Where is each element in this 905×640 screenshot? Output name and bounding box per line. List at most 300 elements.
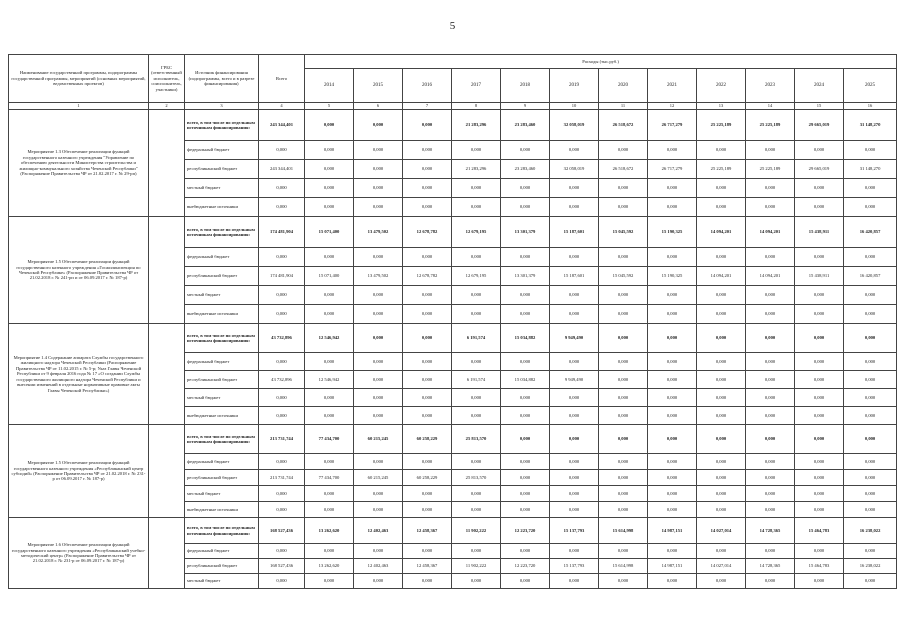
funding-source-label: федеральный бюджет <box>185 248 259 267</box>
year-amount: 0,000 <box>403 353 452 371</box>
year-amount: 0,000 <box>452 179 501 198</box>
year-amount: 0,000 <box>403 141 452 160</box>
year-amount: 0,000 <box>403 110 452 141</box>
year-amount: 26 518,672 <box>599 160 648 179</box>
total-amount: 0,000 <box>259 353 305 371</box>
year-amount: 0,000 <box>305 502 354 518</box>
year-amount: 0,000 <box>452 389 501 407</box>
year-amount: 14 987,151 <box>648 559 697 574</box>
year-amount: 13 479,502 <box>354 217 403 248</box>
year-amount: 0,000 <box>697 371 746 389</box>
year-amount: 26 717,279 <box>648 110 697 141</box>
year-amount: 0,000 <box>305 248 354 267</box>
year-amount: 0,000 <box>501 353 550 371</box>
year-amount: 12 679,195 <box>452 267 501 286</box>
year-amount: 16 420,857 <box>844 267 897 286</box>
year-amount: 6 191,574 <box>452 371 501 389</box>
funding-source-label: местный бюджет <box>185 389 259 407</box>
year-amount: 13 301,379 <box>501 267 550 286</box>
year-amount: 0,000 <box>795 544 844 559</box>
year-amount: 60 215,245 <box>354 470 403 486</box>
year-amount: 0,000 <box>354 198 403 217</box>
year-amount: 15 071,400 <box>305 267 354 286</box>
year-amount: 0,000 <box>795 574 844 589</box>
year-amount: 0,000 <box>648 353 697 371</box>
total-amount: 0,000 <box>259 544 305 559</box>
year-amount: 0,000 <box>354 389 403 407</box>
year-amount: 60 215,245 <box>354 425 403 454</box>
year-amount: 12 546,942 <box>305 324 354 353</box>
total-amount: 0,000 <box>259 389 305 407</box>
funding-source-label: республиканский бюджет <box>185 371 259 389</box>
year-amount: 13 301,379 <box>501 217 550 248</box>
year-amount: 0,000 <box>648 502 697 518</box>
year-amount: 0,000 <box>746 454 795 470</box>
year-amount: 0,000 <box>844 389 897 407</box>
year-amount: 0,000 <box>452 286 501 305</box>
total-amount: 43 732,896 <box>259 324 305 353</box>
year-amount: 77 434,700 <box>305 425 354 454</box>
funding-source-label: всего, в том числе по отдельным источникам финансирования: <box>185 217 259 248</box>
year-amount: 11 902,222 <box>452 559 501 574</box>
total-amount: 0,000 <box>259 574 305 589</box>
column-number: 15 <box>795 103 844 110</box>
year-amount: 0,000 <box>305 486 354 502</box>
year-amount: 0,000 <box>599 371 648 389</box>
total-amount: 243 344,401 <box>259 160 305 179</box>
year-amount: 0,000 <box>599 486 648 502</box>
funding-source-label: республиканский бюджет <box>185 470 259 486</box>
year-amount: 0,000 <box>697 470 746 486</box>
year-amount: 15 438,911 <box>795 217 844 248</box>
year-amount: 25 225,189 <box>746 160 795 179</box>
year-amount: 0,000 <box>452 353 501 371</box>
year-amount: 15 190,325 <box>648 217 697 248</box>
total-amount: 243 344,401 <box>259 110 305 141</box>
year-amount: 26 717,279 <box>648 160 697 179</box>
year-amount: 0,000 <box>697 286 746 305</box>
year-amount: 0,000 <box>550 248 599 267</box>
column-number: 11 <box>599 103 648 110</box>
year-amount: 13 262,620 <box>305 559 354 574</box>
year-amount: 0,000 <box>795 198 844 217</box>
column-number: 4 <box>259 103 305 110</box>
year-amount: 13 479,502 <box>354 267 403 286</box>
year-amount: 0,000 <box>599 305 648 324</box>
year-amount: 12 458,367 <box>403 559 452 574</box>
year-amount: 0,000 <box>403 371 452 389</box>
year-amount: 0,000 <box>550 425 599 454</box>
year-amount: 0,000 <box>305 389 354 407</box>
year-amount: 0,000 <box>599 248 648 267</box>
column-number: 2 <box>149 103 185 110</box>
header-total: Всего <box>259 55 305 103</box>
year-amount: 0,000 <box>550 574 599 589</box>
year-amount: 21 283,296 <box>452 160 501 179</box>
year-header: 2017 <box>452 69 501 103</box>
year-amount: 0,000 <box>746 371 795 389</box>
year-amount: 23 283,460 <box>501 160 550 179</box>
funding-source-label: всего, в том числе по отдельным источникам финансирования: <box>185 518 259 544</box>
year-amount: 15 071,400 <box>305 217 354 248</box>
year-amount: 0,000 <box>746 179 795 198</box>
year-amount: 31 148,270 <box>844 160 897 179</box>
year-amount: 0,000 <box>403 544 452 559</box>
year-amount: 0,000 <box>550 486 599 502</box>
year-amount: 0,000 <box>403 324 452 353</box>
year-amount: 14 728,365 <box>746 518 795 544</box>
year-amount: 0,000 <box>746 486 795 502</box>
year-amount: 0,000 <box>844 353 897 371</box>
year-amount: 0,000 <box>648 470 697 486</box>
funding-source-label: всего, в том числе по отдельным источникам финансирования: <box>185 425 259 454</box>
year-amount: 0,000 <box>795 407 844 425</box>
year-amount: 0,000 <box>599 454 648 470</box>
header-expenses: Расходы (тыс.руб.) <box>305 55 897 69</box>
year-amount: 0,000 <box>844 544 897 559</box>
year-amount: 0,000 <box>648 324 697 353</box>
year-amount: 0,000 <box>501 198 550 217</box>
year-amount: 0,000 <box>844 179 897 198</box>
year-amount: 0,000 <box>354 141 403 160</box>
year-amount: 0,000 <box>550 179 599 198</box>
year-amount: 12 678,782 <box>403 267 452 286</box>
year-amount: 0,000 <box>844 286 897 305</box>
year-amount: 0,000 <box>746 324 795 353</box>
year-amount: 0,000 <box>501 502 550 518</box>
year-amount: 0,000 <box>844 248 897 267</box>
year-amount: 0,000 <box>746 286 795 305</box>
year-amount: 29 665,019 <box>795 160 844 179</box>
year-amount: 0,000 <box>599 502 648 518</box>
total-amount: 213 731,744 <box>259 470 305 486</box>
column-number: 16 <box>844 103 897 110</box>
year-amount: 0,000 <box>501 574 550 589</box>
year-amount: 0,000 <box>844 425 897 454</box>
column-number: 12 <box>648 103 697 110</box>
year-amount: 14 094,201 <box>697 217 746 248</box>
year-amount: 0,000 <box>697 502 746 518</box>
year-amount: 0,000 <box>354 544 403 559</box>
year-amount: 0,000 <box>452 198 501 217</box>
year-amount: 16 238,022 <box>844 518 897 544</box>
year-amount: 77 434,700 <box>305 470 354 486</box>
year-amount: 0,000 <box>795 305 844 324</box>
year-amount: 11 902,222 <box>452 518 501 544</box>
year-amount: 0,000 <box>354 286 403 305</box>
year-amount: 0,000 <box>795 425 844 454</box>
year-amount: 0,000 <box>697 389 746 407</box>
year-amount: 0,000 <box>648 248 697 267</box>
total-amount: 0,000 <box>259 248 305 267</box>
funding-source-label: всего, в том числе по отдельным источникам финансирования: <box>185 324 259 353</box>
funding-source-label: внебюджетные источники <box>185 407 259 425</box>
year-amount: 0,000 <box>746 198 795 217</box>
year-amount: 0,000 <box>746 389 795 407</box>
year-amount: 25 813,570 <box>452 425 501 454</box>
grbs-cell <box>149 518 185 589</box>
funding-source-label: внебюджетные источники <box>185 198 259 217</box>
year-header: 2023 <box>746 69 795 103</box>
year-amount: 9 949,490 <box>550 324 599 353</box>
year-header: 2025 <box>844 69 897 103</box>
year-amount: 0,000 <box>305 305 354 324</box>
column-number: 3 <box>185 103 259 110</box>
year-amount: 0,000 <box>844 470 897 486</box>
year-header: 2015 <box>354 69 403 103</box>
year-amount: 0,000 <box>550 141 599 160</box>
year-amount: 60 258,229 <box>403 425 452 454</box>
year-amount: 0,000 <box>550 454 599 470</box>
year-amount: 0,000 <box>305 179 354 198</box>
year-amount: 0,000 <box>403 286 452 305</box>
year-amount: 0,000 <box>403 574 452 589</box>
year-amount: 0,000 <box>305 110 354 141</box>
year-amount: 0,000 <box>746 470 795 486</box>
grbs-cell <box>149 425 185 518</box>
year-amount: 16 238,022 <box>844 559 897 574</box>
activity-total-row <box>9 324 897 353</box>
year-amount: 0,000 <box>599 179 648 198</box>
year-amount: 0,000 <box>697 179 746 198</box>
year-amount: 15 187,601 <box>550 267 599 286</box>
year-amount: 0,000 <box>305 574 354 589</box>
year-amount: 14 094,201 <box>746 217 795 248</box>
year-amount: 15 137,793 <box>550 559 599 574</box>
total-amount: 0,000 <box>259 502 305 518</box>
funding-source-label: местный бюджет <box>185 486 259 502</box>
budget-table-body <box>9 110 897 589</box>
year-amount: 0,000 <box>550 407 599 425</box>
year-header: 2014 <box>305 69 354 103</box>
year-amount: 0,000 <box>746 248 795 267</box>
year-amount: 15 464,783 <box>795 559 844 574</box>
year-amount: 0,000 <box>795 353 844 371</box>
year-amount: 0,000 <box>795 141 844 160</box>
year-amount: 0,000 <box>354 248 403 267</box>
year-amount: 0,000 <box>354 160 403 179</box>
year-amount: 0,000 <box>403 407 452 425</box>
year-amount: 15 190,325 <box>648 267 697 286</box>
year-amount: 0,000 <box>599 286 648 305</box>
year-amount: 0,000 <box>795 470 844 486</box>
year-amount: 12 678,782 <box>403 217 452 248</box>
total-amount: 213 731,744 <box>259 425 305 454</box>
year-amount: 12 679,195 <box>452 217 501 248</box>
year-amount: 0,000 <box>354 353 403 371</box>
year-amount: 0,000 <box>844 324 897 353</box>
year-amount: 0,000 <box>599 470 648 486</box>
year-amount: 0,000 <box>550 544 599 559</box>
funding-source-label: местный бюджет <box>185 574 259 589</box>
grbs-cell <box>149 110 185 217</box>
year-amount: 0,000 <box>648 486 697 502</box>
year-amount: 0,000 <box>648 141 697 160</box>
activity-name: Мероприятие 1.3 Обеспечение реализации функций государственного казенного учреждения "Управление по обеспечению деятельности Министерства строительства и жилищно-коммунального хозяйства Чеченской Республики" (Распоряжение Правительства ЧР от 21.02.2017 г. № 29-рп) <box>9 110 149 217</box>
year-header: 2021 <box>648 69 697 103</box>
year-amount: 0,000 <box>697 544 746 559</box>
funding-source-label: федеральный бюджет <box>185 454 259 470</box>
year-amount: 0,000 <box>599 353 648 371</box>
total-amount: 0,000 <box>259 179 305 198</box>
year-amount: 0,000 <box>697 324 746 353</box>
year-amount: 0,000 <box>599 407 648 425</box>
year-amount: 0,000 <box>501 407 550 425</box>
year-amount: 0,000 <box>550 353 599 371</box>
year-amount: 14 027,014 <box>697 559 746 574</box>
total-amount: 43 732,896 <box>259 371 305 389</box>
year-amount: 0,000 <box>844 198 897 217</box>
year-amount: 12 223,720 <box>501 559 550 574</box>
total-amount: 0,000 <box>259 407 305 425</box>
total-amount: 174 481,904 <box>259 217 305 248</box>
funding-source-label: республиканский бюджет <box>185 267 259 286</box>
year-amount: 0,000 <box>354 305 403 324</box>
year-header: 2022 <box>697 69 746 103</box>
year-amount: 0,000 <box>648 305 697 324</box>
total-amount: 0,000 <box>259 198 305 217</box>
year-amount: 15 045,592 <box>599 217 648 248</box>
column-number: 14 <box>746 103 795 110</box>
year-amount: 60 258,229 <box>403 470 452 486</box>
year-amount: 0,000 <box>599 425 648 454</box>
year-amount: 0,000 <box>599 574 648 589</box>
year-amount: 0,000 <box>305 544 354 559</box>
column-number-row <box>9 103 897 110</box>
year-amount: 0,000 <box>305 454 354 470</box>
year-amount: 0,000 <box>746 544 795 559</box>
year-amount: 0,000 <box>550 502 599 518</box>
year-header: 2019 <box>550 69 599 103</box>
year-amount: 0,000 <box>550 198 599 217</box>
year-amount: 0,000 <box>501 389 550 407</box>
column-number: 5 <box>305 103 354 110</box>
year-amount: 0,000 <box>501 454 550 470</box>
year-amount: 0,000 <box>305 198 354 217</box>
year-amount: 14 027,014 <box>697 518 746 544</box>
year-amount: 0,000 <box>354 454 403 470</box>
year-amount: 0,000 <box>697 454 746 470</box>
year-amount: 0,000 <box>501 286 550 305</box>
year-amount: 32 058,019 <box>550 160 599 179</box>
year-amount: 29 665,019 <box>795 110 844 141</box>
year-header: 2018 <box>501 69 550 103</box>
year-amount: 0,000 <box>844 371 897 389</box>
year-amount: 16 420,857 <box>844 217 897 248</box>
year-amount: 0,000 <box>697 198 746 217</box>
year-amount: 0,000 <box>746 353 795 371</box>
year-amount: 0,000 <box>501 305 550 324</box>
year-amount: 0,000 <box>795 248 844 267</box>
year-amount: 25 225,189 <box>697 110 746 141</box>
activity-name: Мероприятие 1.4 Содержание аппарата Службы государственного жилищного надзора Чеченской Республики (Распоряжение Правительства ЧР от 11.02.2015 г. № 5-р; Указ Главы Чеченской Республики от 9 февраля 2016 года № 17 «О создании Службы государственного жилищного надзора Чеченской Республики и внесении изменений в отдельные нормативные правовые акты Главы Чеченской Республики») <box>9 324 149 425</box>
year-amount: 0,000 <box>599 389 648 407</box>
activity-total-row <box>9 110 897 141</box>
year-amount: 0,000 <box>403 179 452 198</box>
total-amount: 168 527,436 <box>259 559 305 574</box>
funding-source-label: республиканский бюджет <box>185 559 259 574</box>
year-amount: 0,000 <box>452 407 501 425</box>
year-amount: 0,000 <box>550 286 599 305</box>
year-amount: 0,000 <box>746 425 795 454</box>
column-number: 1 <box>9 103 149 110</box>
page-number: 5 <box>449 20 456 32</box>
year-amount: 0,000 <box>648 544 697 559</box>
year-amount: 0,000 <box>844 407 897 425</box>
year-amount: 0,000 <box>648 425 697 454</box>
year-amount: 0,000 <box>599 141 648 160</box>
year-amount: 0,000 <box>305 286 354 305</box>
year-amount: 0,000 <box>648 454 697 470</box>
grbs-cell <box>149 217 185 324</box>
year-amount: 9 949,490 <box>550 371 599 389</box>
year-amount: 0,000 <box>550 389 599 407</box>
year-amount: 0,000 <box>648 371 697 389</box>
year-amount: 12 402,463 <box>354 518 403 544</box>
total-amount: 0,000 <box>259 286 305 305</box>
year-amount: 0,000 <box>746 574 795 589</box>
year-amount: 21 283,296 <box>452 110 501 141</box>
year-amount: 0,000 <box>795 286 844 305</box>
funding-source-label: внебюджетные источники <box>185 305 259 324</box>
year-amount: 0,000 <box>697 407 746 425</box>
year-amount: 0,000 <box>795 454 844 470</box>
column-number: 9 <box>501 103 550 110</box>
year-amount: 0,000 <box>403 486 452 502</box>
year-amount: 0,000 <box>501 248 550 267</box>
funding-source-label: всего, в том числе по отдельным источникам финансирования: <box>185 110 259 141</box>
year-amount: 0,000 <box>403 389 452 407</box>
activity-name: Мероприятие 1.5 Обеспечение реализации функций государственного казенного учреждения «Госжилинспекция по Чеченской Республике» (Распоряжение Правительства ЧР от 21.02.2018 г. № 241-рп и от 06.09.2017 г. № 187-р) <box>9 217 149 324</box>
year-amount: 0,000 <box>697 574 746 589</box>
year-amount: 0,000 <box>403 502 452 518</box>
year-amount: 0,000 <box>452 305 501 324</box>
year-amount: 0,000 <box>648 198 697 217</box>
year-amount: 0,000 <box>452 486 501 502</box>
budget-table <box>8 54 897 589</box>
year-amount: 0,000 <box>795 502 844 518</box>
year-amount: 0,000 <box>452 454 501 470</box>
year-amount: 12 223,720 <box>501 518 550 544</box>
year-amount: 0,000 <box>844 574 897 589</box>
year-amount: 0,000 <box>795 371 844 389</box>
funding-source-label: федеральный бюджет <box>185 353 259 371</box>
year-amount: 0,000 <box>501 544 550 559</box>
year-amount: 0,000 <box>599 324 648 353</box>
activity-name: Мероприятие 1.6 Обеспечение реализации функций государственного казенного учреждения «Республиканский учебно-методический центр» (Распоряжение Правительства ЧР от 21.02.2018 г. № 231-р от 06.09.2017 г. № 187-р) <box>9 518 149 589</box>
header-grbs: ГРБС (ответственный исполнитель, соисполнитель, участники) <box>149 55 185 103</box>
year-amount: 0,000 <box>452 544 501 559</box>
year-amount: 0,000 <box>746 407 795 425</box>
year-header: 2016 <box>403 69 452 103</box>
year-amount: 0,000 <box>354 371 403 389</box>
year-amount: 6 191,574 <box>452 324 501 353</box>
activity-total-row <box>9 518 897 544</box>
year-amount: 0,000 <box>354 110 403 141</box>
year-amount: 0,000 <box>501 425 550 454</box>
total-amount: 0,000 <box>259 305 305 324</box>
grbs-cell <box>149 324 185 425</box>
year-amount: 0,000 <box>844 141 897 160</box>
year-amount: 23 283,460 <box>501 110 550 141</box>
year-amount: 0,000 <box>354 179 403 198</box>
year-amount: 12 546,942 <box>305 371 354 389</box>
year-amount: 0,000 <box>305 141 354 160</box>
year-amount: 0,000 <box>697 248 746 267</box>
year-amount: 0,000 <box>305 160 354 179</box>
year-amount: 0,000 <box>354 407 403 425</box>
year-amount: 0,000 <box>403 248 452 267</box>
